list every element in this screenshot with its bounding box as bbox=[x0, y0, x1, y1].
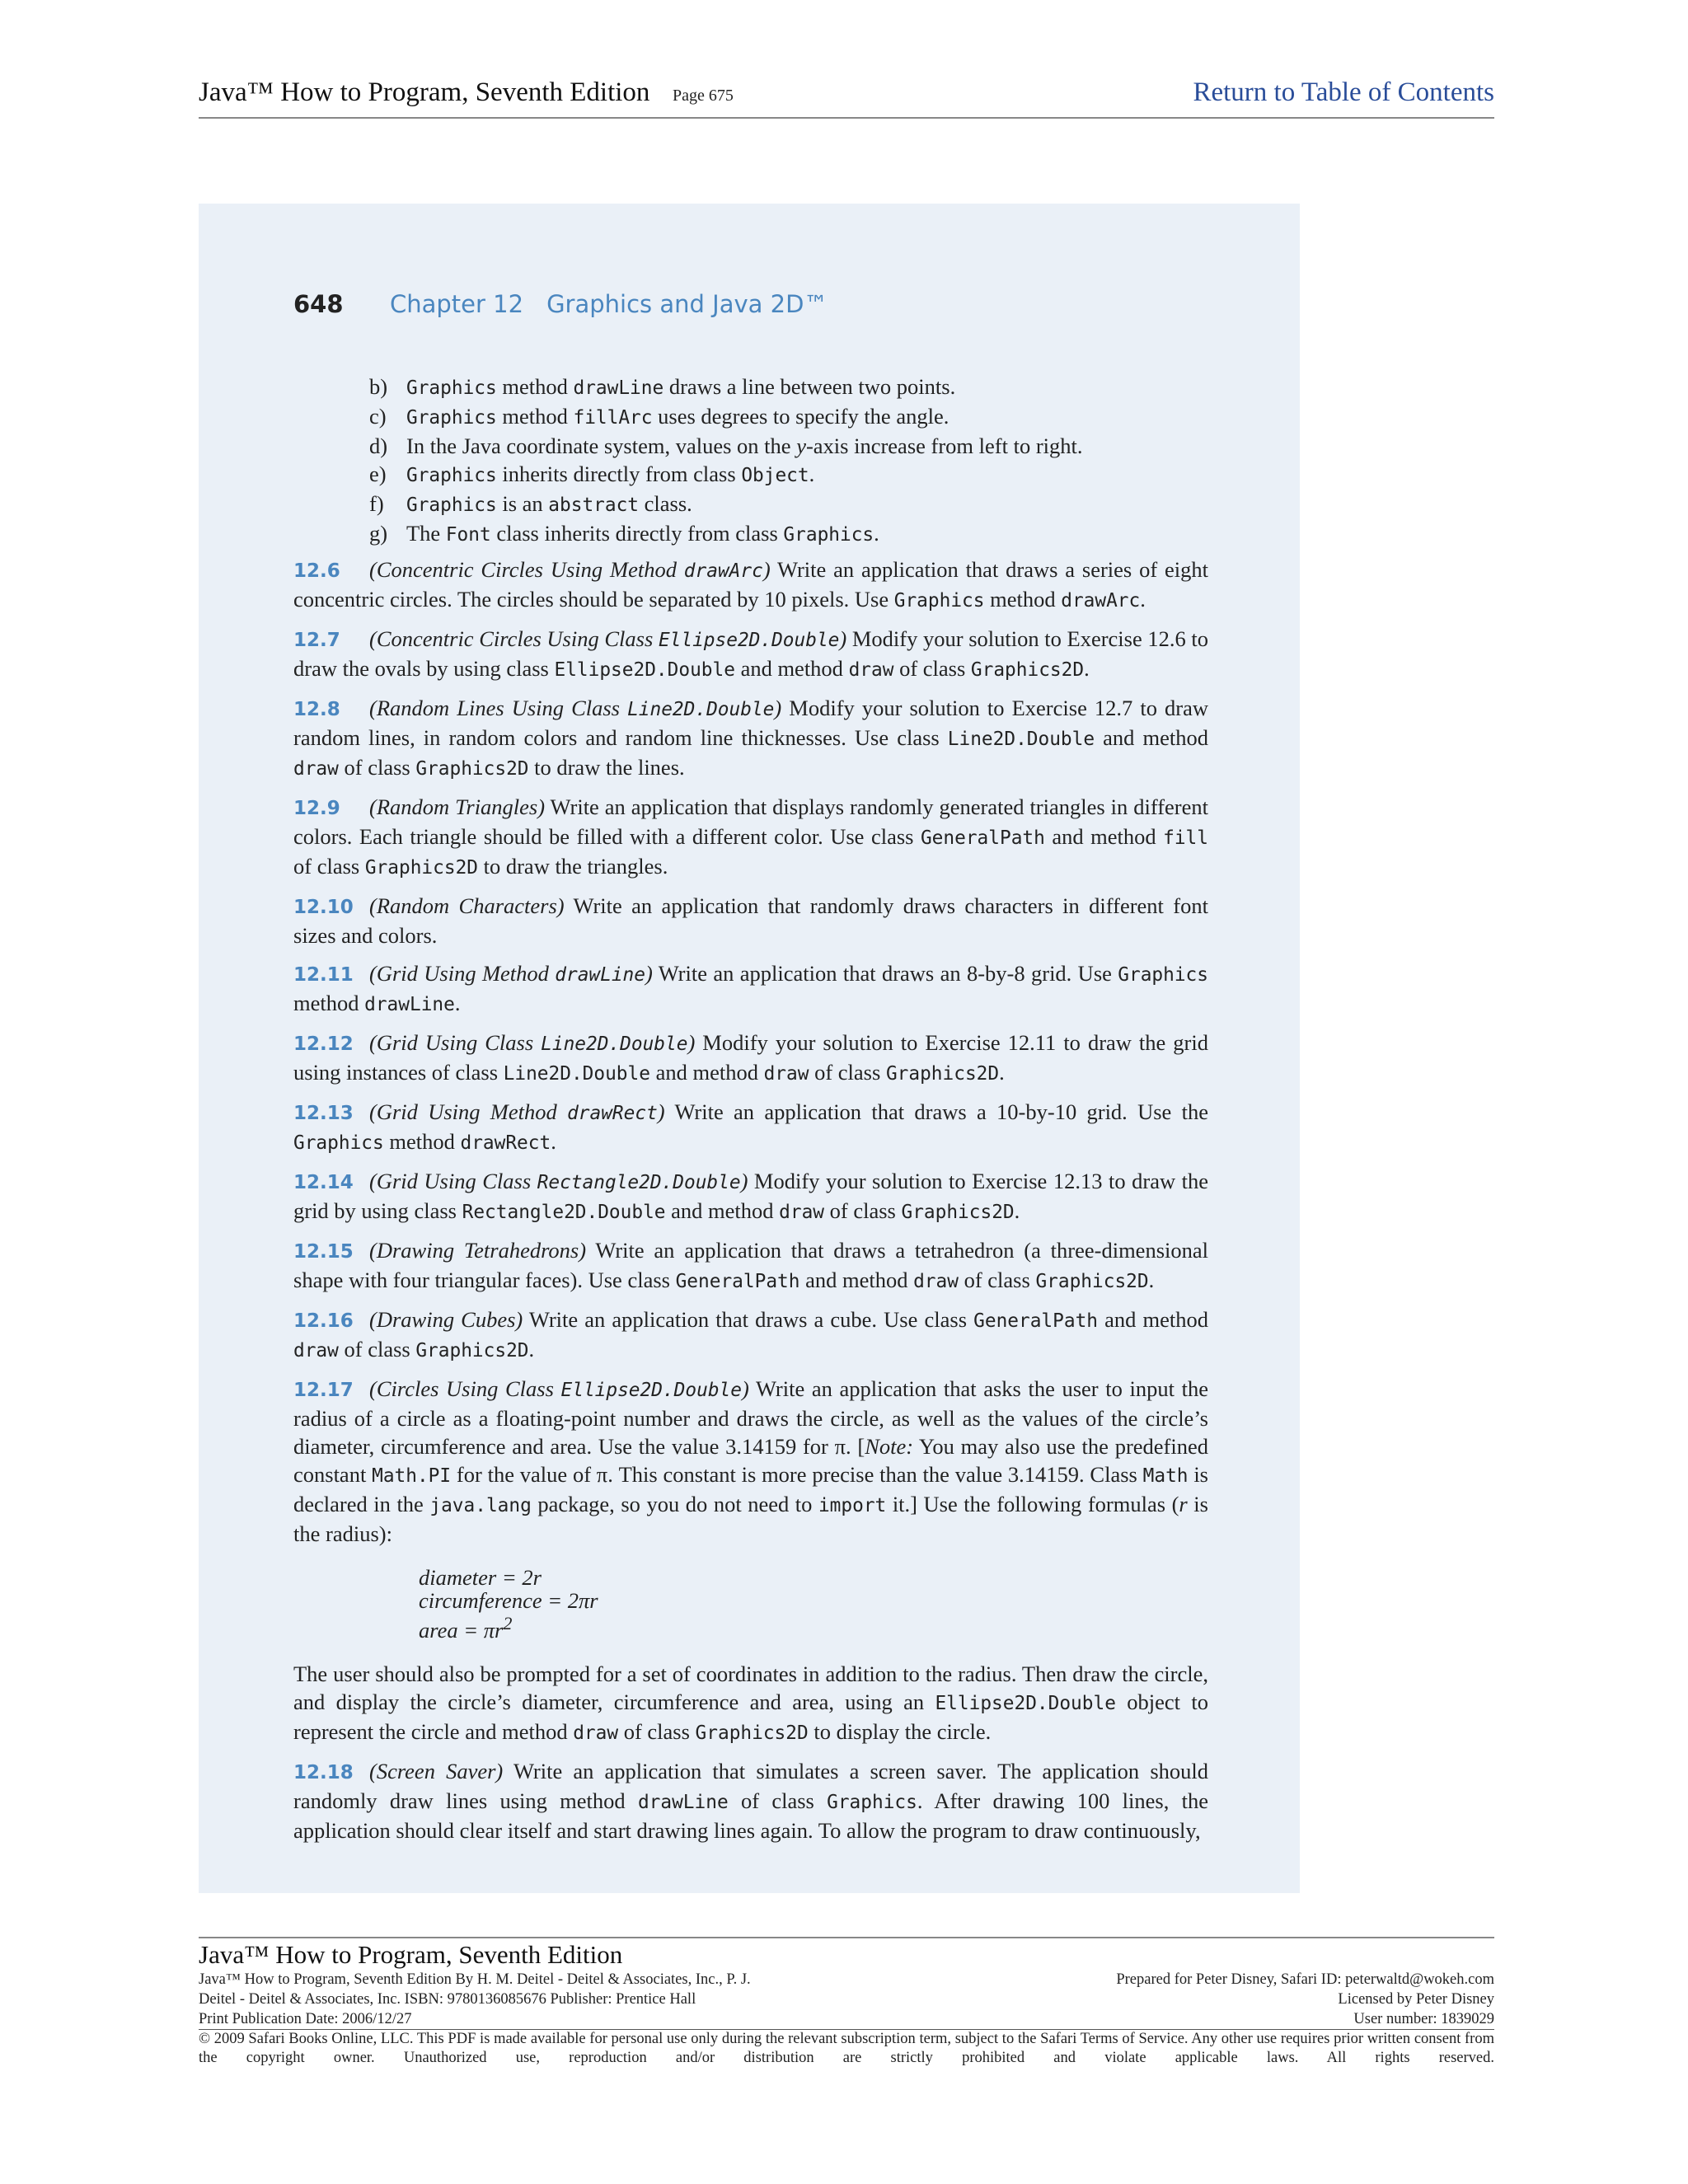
exercise-number: 12.15 bbox=[293, 1241, 354, 1263]
exercise-number: 12.9 bbox=[293, 798, 340, 819]
exercise-12-6 bbox=[293, 555, 1208, 615]
exercise-number: 12.6 bbox=[293, 560, 340, 582]
list-item: g) The Font class inherits directly from class Graphics. bbox=[369, 521, 879, 546]
exercise-text: Modify your solution to Exercise 12.7 to draw random lines, in random colors and random line thicknesses. Use class Line2D.Double and method draw of class Graphics2D to draw the lines. bbox=[293, 696, 1208, 780]
page-number: 648 bbox=[293, 290, 344, 318]
chapter-heading bbox=[390, 290, 828, 318]
exercise-12-9 bbox=[293, 793, 1208, 882]
exercise-text: Modify your solution to Exercise 12.11 to draw the grid using instances of class Line2D.Double and method draw of class Graphics2D. bbox=[293, 1030, 1208, 1085]
exercise-number: 12.7 bbox=[293, 630, 340, 651]
footer-copyright: © 2009 Safari Books Online, LLC. This PDF is made available for personal use only during the relevant subscription term, subject to the Safari Terms of Service. Any other use requires prior written consent from the copyright owner. Unauthorized use, reproduction and/or distribution are strictly prohibited and violate applicable laws. All rights reserved. bbox=[199, 2031, 1494, 2066]
exercise-text: Write an application that draws a series of eight concentric circles. The circles should be separated by 10 pixels. Use Graphics method drawArc. bbox=[293, 557, 1208, 612]
exercise-title: (Random Lines Using Class Line2D.Double) bbox=[369, 696, 782, 720]
exercise-title: (Random Triangles) bbox=[369, 794, 546, 819]
list-item: b) Graphics method drawLine draws a line between two points. bbox=[369, 374, 956, 399]
exercise-number: 12.16 bbox=[293, 1310, 354, 1332]
exercise-12-11 bbox=[293, 959, 1208, 1019]
list-item: e) Graphics inherits directly from class Object. bbox=[369, 462, 815, 486]
book-title: Java™ How to Program, Seventh Edition bbox=[199, 77, 650, 107]
exercise-12-14 bbox=[293, 1167, 1208, 1226]
return-to-toc-link[interactable]: Return to Table of Contents bbox=[1193, 77, 1494, 107]
exercise-text: Write an application that draws an 8-by-8 grid. Use Graphics method drawLine. bbox=[293, 961, 1208, 1015]
exercise-12-8 bbox=[293, 694, 1208, 783]
formula-circumference: circumference = 2πr bbox=[419, 1588, 598, 1613]
footer-row bbox=[199, 1990, 1494, 2009]
exercise-number: 12.18 bbox=[293, 1761, 354, 1783]
exercise-12-15 bbox=[293, 1236, 1208, 1296]
exercise-title: (Concentric Circles Using Class Ellipse2D.Double) bbox=[369, 626, 847, 651]
exercise-text: Modify your solution to Exercise 12.13 to draw the grid by using class Rectangle2D.Double and method draw of class Graphics2D. bbox=[293, 1169, 1208, 1223]
page-content bbox=[293, 373, 1208, 1854]
exercise-number: 12.8 bbox=[293, 699, 340, 720]
exercise-12-7 bbox=[293, 625, 1208, 684]
exercise-12-12 bbox=[293, 1029, 1208, 1088]
exercise-text: Write an application that displays randomly generated triangles in different colors. Each triangle should be filled with a different color. Use class GeneralPath and method fill of class Graphics2D to draw the triangles. bbox=[293, 794, 1208, 879]
exercise-12-17 bbox=[293, 1375, 1208, 1548]
chapter-title: Graphics and Java 2D™ bbox=[546, 290, 828, 318]
exercise-text: Write an application that draws a 10-by-10 grid. Use the Graphics method drawRect. bbox=[293, 1099, 1208, 1154]
exercise-title: (Concentric Circles Using Method drawArc) bbox=[369, 557, 771, 582]
exercise-text: Write an application that draws a cube. Use class GeneralPath and method draw of class Graphics2D. bbox=[293, 1307, 1209, 1361]
footer-pub-date: Print Publication Date: 2006/12/27 bbox=[199, 2011, 412, 2027]
list-item: c) Graphics method fillArc uses degrees to specify the angle. bbox=[369, 404, 950, 429]
exercise-number: 12.17 bbox=[293, 1380, 354, 1401]
footer-book-info: Java™ How to Program, Seventh Edition By H. M. Deitel - Deitel & Associates, Inc., P. J. bbox=[199, 1971, 751, 1988]
exercise-number: 12.12 bbox=[293, 1033, 354, 1055]
exercise-number: 12.13 bbox=[293, 1103, 354, 1124]
page-label: Page 675 bbox=[673, 87, 734, 105]
footer-licensed-by: Licensed by Peter Disney bbox=[1338, 1991, 1494, 2008]
footer-title: Java™ How to Program, Seventh Edition bbox=[199, 1940, 623, 1969]
exercise-title: (Grid Using Method drawLine) bbox=[369, 961, 653, 986]
exercise-number: 12.11 bbox=[293, 964, 354, 986]
exercise-list bbox=[293, 555, 1208, 1548]
book-page bbox=[199, 204, 1300, 1893]
exercise-text: Write an application that simulates a screen saver. The application should randomly draw lines using method drawLine of class Graphics. After drawing 100 lines, the application should clear itself and start drawing lines again. To allow the program to draw continuously, bbox=[293, 1758, 1208, 1843]
footer-prepared-for: Prepared for Peter Disney, Safari ID: peterwaltd@wokeh.com bbox=[1116, 1971, 1494, 1988]
exercise-title: (Grid Using Class Line2D.Double) bbox=[369, 1030, 696, 1055]
formula-diameter: diameter = 2r bbox=[419, 1565, 542, 1590]
footer-user-number: User number: 1839029 bbox=[1353, 2011, 1494, 2027]
exercise-number: 12.14 bbox=[293, 1172, 354, 1193]
exercise-title: (Drawing Tetrahedrons) bbox=[369, 1238, 587, 1263]
true-false-list bbox=[293, 373, 1208, 549]
formula-area: area = $\pi r^2$ bbox=[419, 1613, 513, 1643]
paragraph: The user should also be prompted for a set of coordinates in addition to the radius. Then draw the circle, and display the circle’s diameter, circumference and area, using an Ellipse2D.Double object to represent the circle and method draw of class Graphics2D to display the circle. bbox=[293, 1661, 1208, 1744]
list-item: f) Graphics is an abstract class. bbox=[369, 491, 692, 516]
exercise-text: Modify your solution to Exercise 12.6 to draw the ovals by using class Ellipse2D.Double and method draw of class Graphics2D. bbox=[293, 626, 1208, 681]
exercise-12-13 bbox=[293, 1098, 1208, 1157]
formula-block bbox=[419, 1566, 1208, 1642]
footer-isbn: Deitel - Deitel & Associates, Inc. ISBN: 9780136085676 Publisher: Prentice Hall bbox=[199, 1991, 696, 2008]
footer-row bbox=[199, 2009, 1494, 2029]
exercise-text: Write an application that asks the user to input the radius of a circle as a floating-point number and draws the circle, as well as the values of the circle’s diameter, circumference and area. Use the value 3.14159 for π. [Note: You may also use the predefined constant Math.PI for the value of π. This constant is more precise than the value 3.14159. Class Math is declared in the java.lang package, so you do not need to import it.] Use the following formulas (r is the radius): bbox=[293, 1376, 1208, 1546]
exercise-number: 12.10 bbox=[293, 897, 354, 918]
exercise-title: (Random Characters) bbox=[369, 893, 565, 918]
exercise-12-16 bbox=[293, 1305, 1208, 1365]
exercise-text: Write an application that draws a tetrahedron (a three-dimensional shape with four triangular faces). Use class GeneralPath and method draw of class Graphics2D. bbox=[293, 1238, 1208, 1292]
exercise-title: (Grid Using Method drawRect) bbox=[369, 1099, 665, 1124]
top-header bbox=[199, 77, 1494, 119]
exercise-text: Write an application that randomly draws characters in different font sizes and colors. bbox=[293, 893, 1208, 948]
exercise-12-18 bbox=[293, 1757, 1208, 1844]
chapter-label: Chapter 12 bbox=[390, 290, 524, 318]
list-item: d) In the Java coordinate system, values on the y-axis increase from left to right. bbox=[369, 434, 1083, 458]
exercise-title: (Circles Using Class Ellipse2D.Double) bbox=[369, 1376, 749, 1401]
exercise-title: (Drawing Cubes) bbox=[369, 1307, 523, 1332]
exercise-12-10 bbox=[293, 892, 1208, 949]
footer-row bbox=[199, 1970, 1494, 1990]
exercise-title: (Screen Saver) bbox=[369, 1758, 504, 1783]
exercise-title: (Grid Using Class Rectangle2D.Double) bbox=[369, 1169, 748, 1193]
footer bbox=[199, 1937, 1494, 2068]
